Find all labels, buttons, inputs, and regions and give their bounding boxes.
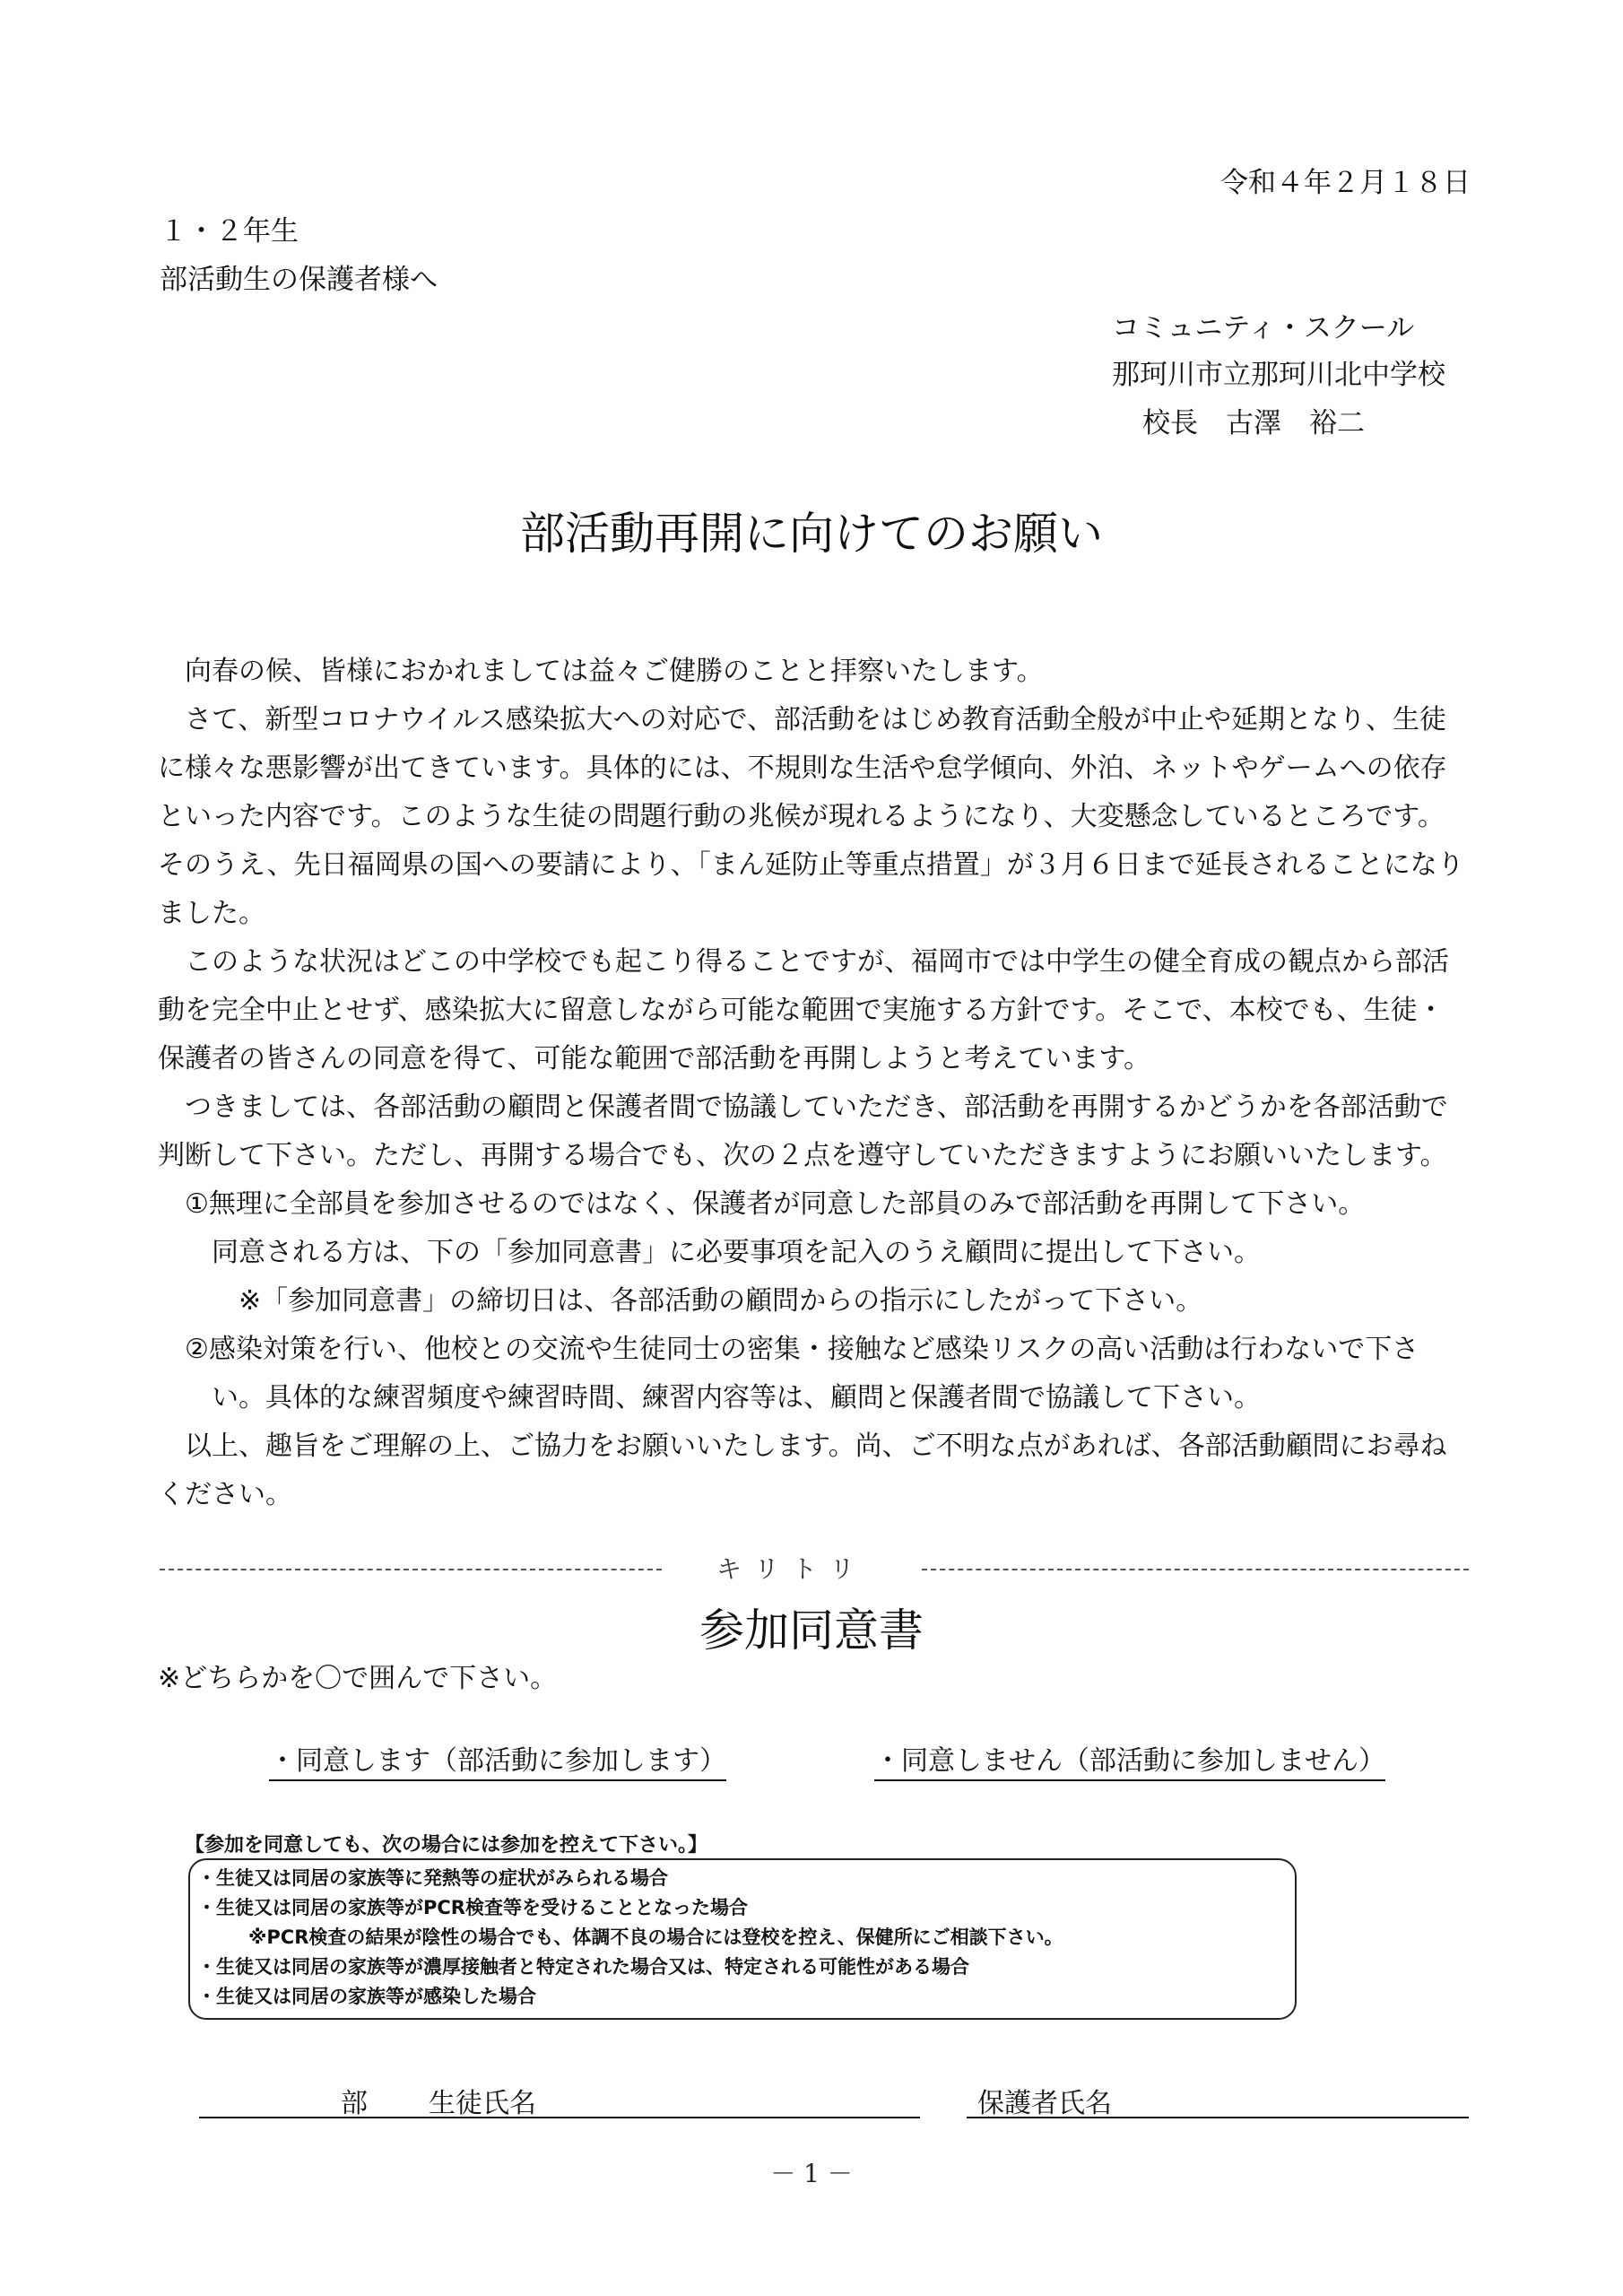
condition-item: ・生徒又は同居の家族等が感染した場合: [197, 1986, 536, 2007]
policy-paragraph: このような状況はどこの中学校でも起こり得ることですが、福岡市では中学生の健全育成の観点から部活動を完全中止とせず、感染拡大に留意しながら可能な範囲で実施する方針です。そこで、本校でも、生徒・保護者の皆さんの同意を得て、可能な範囲で部活動を再開しようと考えています。: [158, 946, 1449, 1074]
request-paragraph: つきましては、各部活動の顧問と保護者間で協議していただき、部活動を再開するかどうかを各部活動で判断して下さい。ただし、再開する場合でも、次の２点を遵守していただきますようにお願いいたします。: [158, 1091, 1448, 1171]
sender-principal: 校長 古澤 裕二: [1142, 407, 1365, 439]
conditions-heading: 【参加を同意しても、次の場合には参加を控えて下さい。】: [185, 1834, 708, 1857]
letter-body: [158, 648, 1467, 1519]
consent-instruction: ※どちらかを〇で囲んで下さい。: [158, 1663, 558, 1694]
cut-line-label: キリトリ: [716, 1554, 867, 1584]
background-paragraph: さて、新型コロナウイルス感染拡大への対応で、部活動をはじめ教育活動全般が中止や延期となり、生徒に様々な悪影響が出てきています。具体的には、不規則な生活や怠学傾向、外泊、ネットやゲームへの依存といった内容です。このような生徒の問題行動の兆候が現れるようになり、大変懸念しているところです。そのうえ、先日福岡県の国への要請により、「まん延防止等重点措置」が３月６日まで延長されることになりました。: [158, 704, 1464, 929]
document-title: 部活動再開に向けてのお願い: [520, 508, 1103, 560]
student-signature-line[interactable]: [199, 2117, 920, 2118]
option-disagree[interactable]: ・同意しません（部活動に参加しません）: [874, 1738, 1385, 1781]
club-label: 部: [341, 2088, 368, 2119]
conditions-box: [188, 1858, 1297, 2020]
rule-item-2: ②感染対策を行い、他校との交流や生徒同士の密集・接触など感染リスクの高い活動は行わないで下さい。具体的な練習頻度や練習時間、練習内容等は、顧問と保護者間で協議して下さい。: [185, 1334, 1419, 1413]
guardian-signature-line[interactable]: [967, 2117, 1469, 2118]
consent-form-title: 参加同意書: [699, 1605, 924, 1657]
recipient-grade: １・２年生: [160, 215, 299, 248]
closing-paragraph: 以上、趣旨をご理解の上、ご協力をお願いいたします。尚、ご不明な点があれば、各部活動顧問にお尋ねください。: [158, 1431, 1447, 1510]
rule-item-1-note: ※「参加同意書」の締切日は、各部活動の顧問からの指示にしたがって下さい。: [239, 1285, 1203, 1317]
cut-line: [160, 1550, 1469, 1586]
rule-item-1: ①無理に全部員を参加させるのではなく、保護者が同意した部員のみで部活動を再開して下さい。: [185, 1188, 1366, 1220]
sender-school: 那珂川市立那珂川北中学校: [1112, 359, 1445, 391]
rule-item-1-sub: 同意される方は、下の「参加同意書」に必要事項を記入のうえ顧問に提出して下さい。: [212, 1237, 1261, 1268]
guardian-name-label: 保護者氏名: [977, 2088, 1112, 2119]
page-number: － 1 －: [770, 2159, 853, 2188]
condition-item: ・生徒又は同居の家族等に発熱等の症状がみられる場合: [197, 1867, 668, 1889]
cut-line-dash-left: [160, 1569, 662, 1570]
condition-note: ※PCR検査の結果が陰性の場合でも、体調不良の場合には登校を控え、保健所にご相談下さい。: [248, 1926, 1063, 1948]
student-name-label: 生徒氏名: [429, 2088, 536, 2119]
sender-organization: コミュニティ・スクール: [1112, 312, 1415, 344]
condition-item: ・生徒又は同居の家族等が濃厚接触者と特定された場合又は、特定される可能性がある場合: [197, 1956, 969, 1978]
greeting-paragraph: 向春の候、皆様におかれましては益々ご健勝のことと拝察いたします。: [185, 656, 1044, 687]
cut-line-dash-right: [922, 1569, 1469, 1570]
recipient-parents: 部活動生の保護者様へ: [160, 264, 438, 296]
condition-item: ・生徒又は同居の家族等がPCR検査等を受けることとなった場合: [197, 1897, 748, 1918]
document-date: 令和４年２月１８日: [1220, 167, 1471, 199]
option-agree[interactable]: ・同意します（部活動に参加します）: [269, 1738, 726, 1781]
